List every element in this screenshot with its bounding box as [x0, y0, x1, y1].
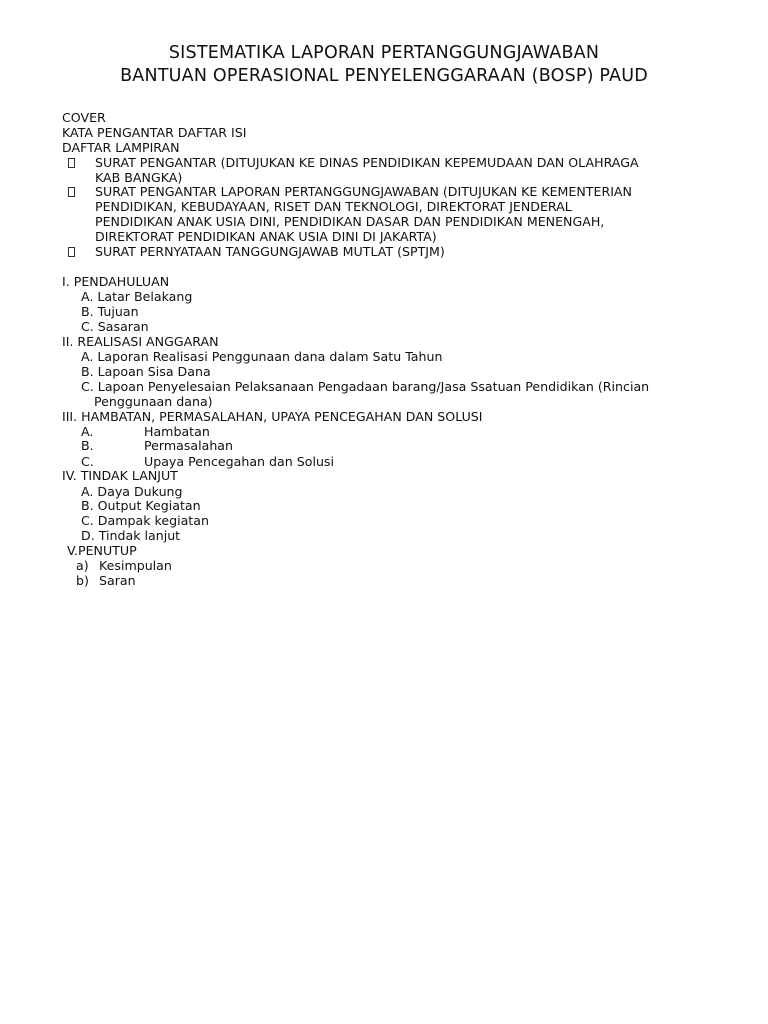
bullet-box-icon: [68, 158, 75, 168]
section-5-item-text: Kesimpulan: [99, 558, 172, 573]
section-2-item: A. Laporan Realisasi Penggunaan dana dalam Satu Tahun: [81, 349, 443, 364]
lampiran-item-1-line-1: SURAT PENGANTAR (DITUJUKAN KE DINAS PENDIDIKAN KEPEMUDAAN DAN OLAHRAGA: [95, 155, 639, 170]
section-1-item: C. Sasaran: [81, 319, 149, 334]
section-5-heading: V.PENUTUP: [67, 543, 137, 558]
section-3-item-text: Hambatan: [144, 424, 210, 439]
section-4-item: A. Daya Dukung: [81, 484, 183, 499]
section-3-item-letter: B.: [81, 438, 94, 453]
section-2-item-continuation: Penggunaan dana): [94, 394, 213, 409]
section-3-heading: III. HAMBATAN, PERMASALAHAN, UPAYA PENCEGAHAN DAN SOLUSI: [62, 409, 483, 424]
daftar-lampiran-heading: DAFTAR LAMPIRAN: [62, 140, 180, 155]
section-2-item: C. Lapoan Penyelesaian Pelaksanaan Pengadaan barang/Jasa Ssatuan Pendidikan (Rincian: [81, 379, 650, 394]
section-4-item: C. Dampak kegiatan: [81, 513, 209, 528]
section-1-heading: I. PENDAHULUAN: [62, 274, 170, 289]
section-3-item-letter: C.: [81, 454, 94, 469]
document-title-line-1: SISTEMATIKA LAPORAN PERTANGGUNGJAWABAN: [168, 43, 600, 63]
section-4-item: B. Output Kegiatan: [81, 498, 201, 513]
section-2-heading: II. REALISASI ANGGARAN: [62, 334, 219, 349]
lampiran-item-2-line-3: PENDIDIKAN ANAK USIA DINI, PENDIDIKAN DASAR DAN PENDIDIKAN MENENGAH,: [95, 214, 605, 229]
lampiran-item-2-line-4: DIREKTORAT PENDIDIKAN ANAK USIA DINI DI JAKARTA): [95, 229, 437, 244]
lampiran-item-1-line-2: KAB BANGKA): [95, 170, 183, 185]
lampiran-item-2-line-1: SURAT PENGANTAR LAPORAN PERTANGGUNGJAWABAN (DITUJUKAN KE KEMENTERIAN: [95, 184, 632, 199]
kata-pengantar-item: KATA PENGANTAR DAFTAR ISI: [62, 125, 247, 140]
bullet-box-icon: [68, 187, 75, 197]
section-4-heading: IV. TINDAK LANJUT: [62, 468, 178, 483]
section-5-item-letter: a): [76, 558, 89, 573]
lampiran-item-3-line-1: SURAT PERNYATAAN TANGGUNGJAWAB MUTLAT (SPTJM): [95, 244, 445, 259]
bullet-box-icon: [68, 247, 75, 257]
document-title-line-2: BANTUAN OPERASIONAL PENYELENGGARAAN (BOSP) PAUD: [120, 66, 648, 86]
section-2-item: B. Lapoan Sisa Dana: [81, 364, 211, 379]
section-3-item-text: Upaya Pencegahan dan Solusi: [144, 454, 334, 469]
section-3-item-letter: A.: [81, 424, 94, 439]
lampiran-item-2-line-2: PENDIDIKAN, KEBUDAYAAN, RISET DAN TEKNOLOGI, DIREKTORAT JENDERAL: [95, 199, 572, 214]
section-1-item: B. Tujuan: [81, 304, 139, 319]
section-4-item: D. Tindak lanjut: [81, 528, 181, 543]
cover-item: COVER: [62, 110, 106, 125]
section-5-item-letter: b): [76, 573, 89, 588]
section-3-item-text: Permasalahan: [144, 438, 234, 453]
section-1-item: A. Latar Belakang: [81, 289, 193, 304]
section-5-item-text: Saran: [99, 573, 136, 588]
